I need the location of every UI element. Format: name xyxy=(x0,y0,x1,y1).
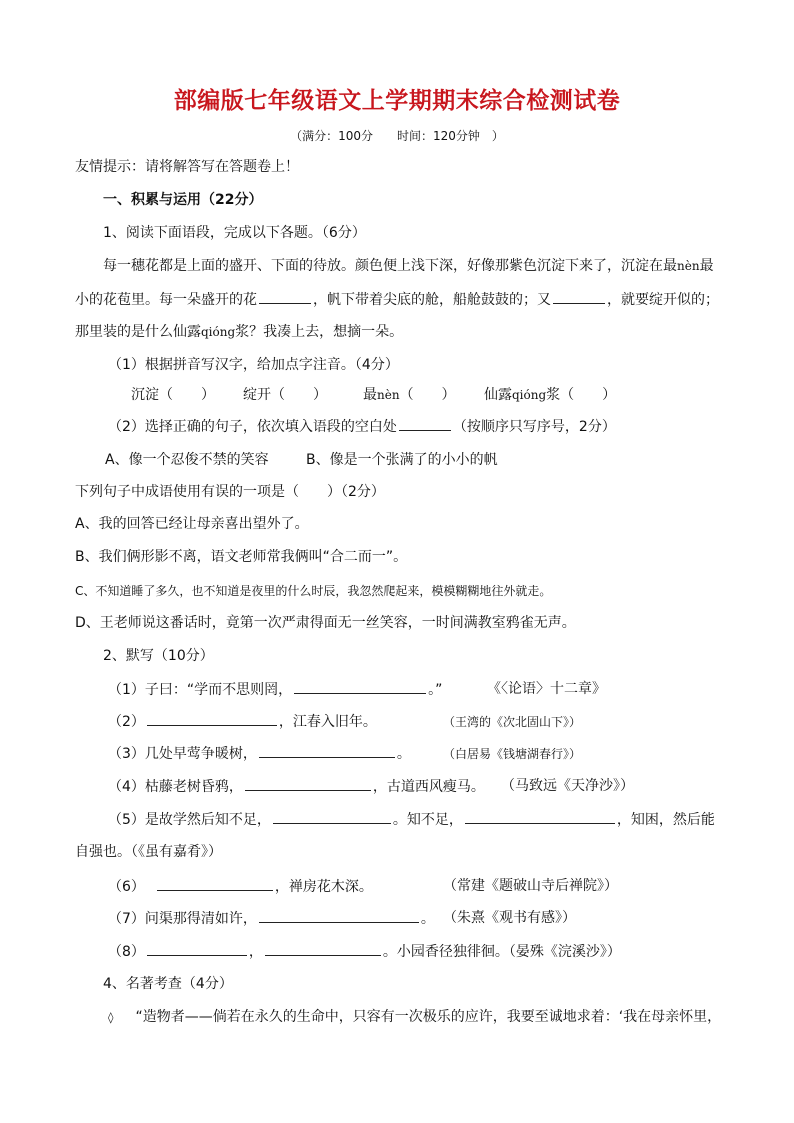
dictation-line-1 xyxy=(108,679,442,700)
idiom-option-d: D、王老师说这番话时，竟第一次严肃得面无一丝笑容，一时间满教室鸦雀无声。 xyxy=(75,615,576,631)
dictation-source-2: （王湾的《次北固山下》） xyxy=(443,715,582,729)
dictation-text: （7）问渠那得清如许， xyxy=(108,911,257,927)
answer-blank[interactable] xyxy=(245,776,371,791)
answer-paren[interactable]: （ ） xyxy=(271,387,327,403)
passage-line1-end: 最 xyxy=(699,258,714,274)
dictation-text: （4）枯藤老树昏鸦， xyxy=(108,779,243,795)
pinyin-qiong: qióng xyxy=(512,388,547,402)
dictation-source-1: 《〈论语〉十二章》 xyxy=(487,681,606,697)
dictation-text: （6） xyxy=(108,879,145,895)
sub1-word: 沉淀 xyxy=(131,387,159,403)
answer-paren[interactable]: （ ） xyxy=(159,387,215,403)
answer-blank[interactable] xyxy=(273,809,391,824)
dictation-source-4: （马致远《天净沙》） xyxy=(501,778,634,794)
dictation-text: （8） xyxy=(108,944,145,960)
dictation-text: ，古道西风瘦马。 xyxy=(372,779,485,795)
sub1-word: 最 xyxy=(363,387,377,403)
answer-blank[interactable] xyxy=(265,941,381,956)
dictation-text: 。知不足， xyxy=(392,812,463,828)
sub2-text xyxy=(108,416,616,437)
answer-paren[interactable]: （ ） xyxy=(560,387,617,403)
q4-stem: 4、名著考查（4分） xyxy=(103,976,233,992)
dictation-text: （5）是故学然后知不足， xyxy=(108,812,271,828)
idiom-option-b: B、我们俩形影不离，语文老师常我俩叫“合二而一”。 xyxy=(75,549,408,565)
dictation-text: ，知困，然后能 xyxy=(616,812,715,828)
answer-blank[interactable] xyxy=(294,679,426,694)
answer-blank[interactable] xyxy=(147,941,247,956)
dictation-line-2 xyxy=(108,711,377,732)
q4-quote-line xyxy=(108,1007,721,1028)
passage-line2c: ，就要绽开似的； xyxy=(607,292,719,308)
dictation-text: 。小园香径独徘徊。（晏殊《浣溪沙》） xyxy=(382,944,621,960)
passage-line3 xyxy=(75,322,403,342)
passage-line3b: 浆？我凑上去，想摘一朵。 xyxy=(235,324,404,340)
dictation-line-7 xyxy=(108,908,435,929)
dictation-line-6 xyxy=(108,876,373,897)
sub1-word: 仙露 xyxy=(484,387,512,403)
dictation-text: ，禅房花木深。 xyxy=(274,879,373,895)
q4-quote: “造物者——倘若在永久的生命中，只容有一次极乐的应许，我要至诚地求着：‘我在母亲怀里， xyxy=(135,1009,722,1025)
dictation-text: 。 xyxy=(420,911,435,927)
answer-blank[interactable] xyxy=(259,908,419,923)
dictation-text: （3）几处早莺争暖树， xyxy=(108,746,257,762)
passage-line2b: ，帆下带着尖底的舱，船舱鼓鼓的；又 xyxy=(313,292,551,308)
q1-stem: 1、阅读下面语段，完成以下各题。（6分） xyxy=(103,225,366,241)
sub2-option-a: A、像一个忍俊不禁的笑容 xyxy=(105,452,269,468)
sub1-item-3 xyxy=(363,385,456,405)
sub1-item-2 xyxy=(243,385,327,405)
pinyin-qiong: qióng xyxy=(201,325,236,339)
bullet-marker: ◊ xyxy=(108,1011,114,1024)
answer-blank[interactable] xyxy=(259,743,395,758)
answer-blank[interactable] xyxy=(259,289,311,304)
answer-blank[interactable] xyxy=(465,809,615,824)
dictation-line-8 xyxy=(108,941,621,962)
answer-blank[interactable] xyxy=(147,711,277,726)
passage-line1-text: 每一穗花都是上面的盛开、下面的待放。颜色便上浅下深，好像那紫色沉淀下来了，沉淀在最 xyxy=(103,258,677,274)
section1-heading: 一、积累与运用（22分） xyxy=(103,192,263,208)
sub2-text-b: （按顺序只写序号，2分） xyxy=(452,419,616,435)
sub2-text-a: （2）选择正确的句子，依次填入语段的空白处 xyxy=(108,419,397,435)
dictation-text: ，江春入旧年。 xyxy=(278,714,377,730)
page-title: 部编版七年级语文上学期期末综合检测试卷 xyxy=(173,87,621,114)
tip-text: 友情提示：请将解答写在答题卷上！ xyxy=(75,159,299,175)
idiom-stem: 下列句子中成语使用有误的一项是（ ）（2分） xyxy=(75,484,385,500)
dictation-text: （1）子曰：“学而不思则罔， xyxy=(108,682,293,698)
answer-blank[interactable] xyxy=(399,416,451,431)
passage-line2 xyxy=(75,289,719,310)
dictation-line-5 xyxy=(108,809,715,830)
pinyin-nen: nèn xyxy=(677,259,700,273)
dictation-text: 。” xyxy=(428,682,443,698)
dictation-text: （2） xyxy=(108,714,145,730)
dictation-source-6: （常建《题破山寺后禅院》） xyxy=(443,878,618,894)
dictation-line-5-cont: 自强也。（《虽有嘉肴》） xyxy=(75,844,222,860)
sub1-item-1 xyxy=(131,385,215,405)
idiom-option-a: A、我的回答已经让母亲喜出望外了。 xyxy=(75,516,309,532)
sub2-option-b: B、像是一个张满了的小小的帆 xyxy=(306,452,498,468)
sub1-item-4 xyxy=(484,385,616,405)
dictation-line-3 xyxy=(108,743,411,764)
sub1-text: （1）根据拼音写汉字，给加点字注音。（4分） xyxy=(108,357,399,373)
sub1-word: 浆 xyxy=(546,387,561,403)
dictation-text: ， xyxy=(248,944,263,960)
sub1-word: 绽开 xyxy=(243,387,271,403)
passage-line1 xyxy=(103,256,714,276)
dictation-source-7: （朱熹《观书有感》） xyxy=(443,910,576,926)
q2-stem: 2、默写（10分） xyxy=(103,648,214,664)
passage-line2a: 小的花苞里。每一朵盛开的花 xyxy=(75,292,257,308)
dictation-text: 。 xyxy=(396,746,411,762)
answer-blank[interactable] xyxy=(157,876,273,891)
idiom-option-c: C、不知道睡了多久，也不知道是夜里的什么时辰，我忽然爬起来，模模糊糊地往外就走。 xyxy=(75,584,552,598)
page-subtitle: （满分：100分 时间：120分钟 ） xyxy=(290,129,504,143)
answer-blank[interactable] xyxy=(553,289,605,304)
dictation-source-3: （白居易《钱塘湖春行》） xyxy=(443,747,582,761)
dictation-line-4 xyxy=(108,776,485,797)
answer-paren[interactable]: （ ） xyxy=(399,387,456,403)
passage-line3a: 那里装的是什么仙露 xyxy=(75,324,201,340)
pinyin-nen: nèn xyxy=(377,388,400,402)
